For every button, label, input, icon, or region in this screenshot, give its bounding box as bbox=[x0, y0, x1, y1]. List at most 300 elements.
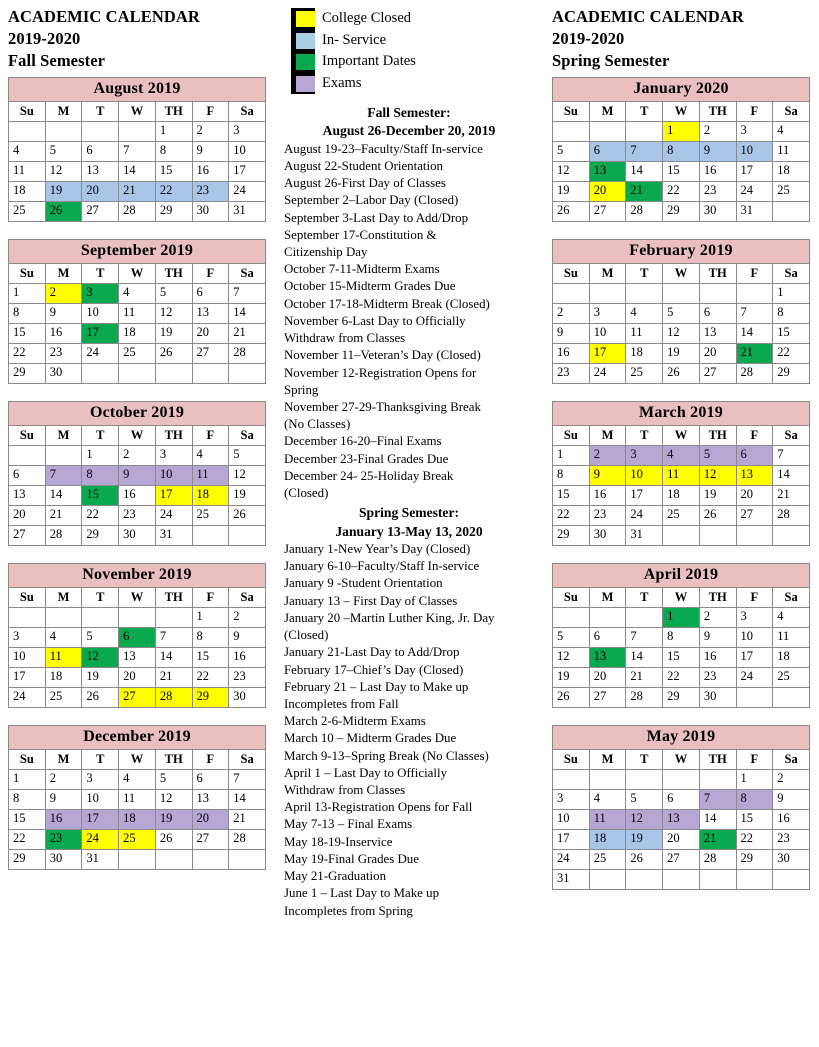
day-cell[interactable]: 11 bbox=[663, 466, 700, 486]
day-cell[interactable]: 3 bbox=[553, 790, 590, 810]
day-cell[interactable]: 2 bbox=[773, 770, 810, 790]
day-cell[interactable]: 12 bbox=[553, 648, 590, 668]
day-cell[interactable]: 7 bbox=[626, 142, 663, 162]
day-cell[interactable]: 9 bbox=[699, 628, 736, 648]
day-cell[interactable]: 5 bbox=[626, 790, 663, 810]
day-cell[interactable]: 2 bbox=[119, 446, 156, 466]
day-cell[interactable]: 20 bbox=[192, 810, 229, 830]
day-cell[interactable]: 14 bbox=[626, 162, 663, 182]
day-cell[interactable]: 22 bbox=[155, 182, 192, 202]
day-cell[interactable]: 21 bbox=[119, 182, 156, 202]
day-cell[interactable]: 12 bbox=[155, 304, 192, 324]
day-cell[interactable]: 25 bbox=[663, 506, 700, 526]
day-cell[interactable]: 10 bbox=[155, 466, 192, 486]
day-cell[interactable]: 28 bbox=[45, 526, 82, 546]
day-cell[interactable]: 17 bbox=[736, 648, 773, 668]
day-cell[interactable]: 7 bbox=[229, 770, 266, 790]
day-cell[interactable]: 26 bbox=[663, 364, 700, 384]
day-cell[interactable]: 13 bbox=[589, 648, 626, 668]
day-cell[interactable]: 20 bbox=[663, 830, 700, 850]
day-cell[interactable]: 15 bbox=[553, 486, 590, 506]
day-cell[interactable]: 5 bbox=[45, 142, 82, 162]
day-cell[interactable]: 8 bbox=[736, 790, 773, 810]
day-cell[interactable]: 1 bbox=[9, 770, 46, 790]
day-cell[interactable]: 1 bbox=[663, 608, 700, 628]
day-cell[interactable]: 3 bbox=[736, 122, 773, 142]
day-cell[interactable]: 9 bbox=[553, 324, 590, 344]
day-cell[interactable]: 2 bbox=[589, 446, 626, 466]
day-cell[interactable]: 22 bbox=[553, 506, 590, 526]
day-cell[interactable]: 10 bbox=[82, 790, 119, 810]
day-cell[interactable]: 28 bbox=[155, 688, 192, 708]
day-cell[interactable]: 5 bbox=[699, 446, 736, 466]
day-cell[interactable]: 2 bbox=[699, 122, 736, 142]
day-cell[interactable]: 6 bbox=[589, 142, 626, 162]
day-cell[interactable]: 29 bbox=[663, 688, 700, 708]
day-cell[interactable]: 1 bbox=[553, 446, 590, 466]
day-cell[interactable]: 28 bbox=[119, 202, 156, 222]
day-cell[interactable]: 16 bbox=[589, 486, 626, 506]
day-cell[interactable]: 13 bbox=[736, 466, 773, 486]
day-cell[interactable]: 5 bbox=[155, 284, 192, 304]
day-cell[interactable]: 23 bbox=[553, 364, 590, 384]
day-cell[interactable]: 27 bbox=[663, 850, 700, 870]
day-cell[interactable]: 26 bbox=[553, 202, 590, 222]
day-cell[interactable]: 19 bbox=[553, 182, 590, 202]
day-cell[interactable]: 23 bbox=[699, 182, 736, 202]
day-cell[interactable]: 2 bbox=[45, 770, 82, 790]
day-cell[interactable]: 4 bbox=[663, 446, 700, 466]
day-cell[interactable]: 15 bbox=[155, 162, 192, 182]
day-cell[interactable]: 10 bbox=[229, 142, 266, 162]
day-cell[interactable]: 20 bbox=[736, 486, 773, 506]
day-cell[interactable]: 29 bbox=[82, 526, 119, 546]
day-cell[interactable]: 28 bbox=[626, 688, 663, 708]
day-cell[interactable]: 15 bbox=[736, 810, 773, 830]
day-cell[interactable]: 19 bbox=[553, 668, 590, 688]
day-cell[interactable]: 31 bbox=[626, 526, 663, 546]
day-cell[interactable]: 24 bbox=[82, 830, 119, 850]
day-cell[interactable]: 16 bbox=[773, 810, 810, 830]
day-cell[interactable]: 14 bbox=[229, 304, 266, 324]
day-cell[interactable]: 23 bbox=[773, 830, 810, 850]
day-cell[interactable]: 12 bbox=[229, 466, 266, 486]
day-cell[interactable]: 12 bbox=[553, 162, 590, 182]
day-cell[interactable]: 21 bbox=[626, 182, 663, 202]
day-cell[interactable]: 20 bbox=[9, 506, 46, 526]
day-cell[interactable]: 19 bbox=[45, 182, 82, 202]
day-cell[interactable]: 26 bbox=[45, 202, 82, 222]
day-cell[interactable]: 9 bbox=[773, 790, 810, 810]
day-cell[interactable]: 6 bbox=[736, 446, 773, 466]
day-cell[interactable]: 6 bbox=[82, 142, 119, 162]
day-cell[interactable]: 9 bbox=[699, 142, 736, 162]
day-cell[interactable]: 16 bbox=[553, 344, 590, 364]
day-cell[interactable]: 13 bbox=[663, 810, 700, 830]
day-cell[interactable]: 7 bbox=[45, 466, 82, 486]
day-cell[interactable]: 30 bbox=[45, 364, 82, 384]
day-cell[interactable]: 9 bbox=[192, 142, 229, 162]
day-cell[interactable]: 12 bbox=[45, 162, 82, 182]
day-cell[interactable]: 19 bbox=[626, 830, 663, 850]
day-cell[interactable]: 30 bbox=[192, 202, 229, 222]
day-cell[interactable]: 22 bbox=[663, 182, 700, 202]
day-cell[interactable]: 5 bbox=[553, 628, 590, 648]
day-cell[interactable]: 20 bbox=[119, 668, 156, 688]
day-cell[interactable]: 15 bbox=[773, 324, 810, 344]
day-cell[interactable]: 11 bbox=[192, 466, 229, 486]
day-cell[interactable]: 6 bbox=[119, 628, 156, 648]
day-cell[interactable]: 3 bbox=[155, 446, 192, 466]
day-cell[interactable]: 23 bbox=[699, 668, 736, 688]
day-cell[interactable]: 5 bbox=[155, 770, 192, 790]
day-cell[interactable]: 3 bbox=[229, 122, 266, 142]
day-cell[interactable]: 18 bbox=[589, 830, 626, 850]
day-cell[interactable]: 7 bbox=[699, 790, 736, 810]
day-cell[interactable]: 29 bbox=[736, 850, 773, 870]
day-cell[interactable]: 7 bbox=[626, 628, 663, 648]
day-cell[interactable]: 10 bbox=[589, 324, 626, 344]
day-cell[interactable]: 10 bbox=[9, 648, 46, 668]
day-cell[interactable]: 24 bbox=[82, 344, 119, 364]
day-cell[interactable]: 30 bbox=[229, 688, 266, 708]
day-cell[interactable]: 23 bbox=[45, 830, 82, 850]
day-cell[interactable]: 29 bbox=[9, 364, 46, 384]
day-cell[interactable]: 12 bbox=[699, 466, 736, 486]
day-cell[interactable]: 8 bbox=[9, 304, 46, 324]
day-cell[interactable]: 30 bbox=[119, 526, 156, 546]
day-cell[interactable]: 14 bbox=[229, 790, 266, 810]
day-cell[interactable]: 18 bbox=[119, 324, 156, 344]
day-cell[interactable]: 25 bbox=[626, 364, 663, 384]
day-cell[interactable]: 19 bbox=[155, 810, 192, 830]
day-cell[interactable]: 27 bbox=[589, 202, 626, 222]
day-cell[interactable]: 18 bbox=[626, 344, 663, 364]
day-cell[interactable]: 22 bbox=[773, 344, 810, 364]
day-cell[interactable]: 24 bbox=[553, 850, 590, 870]
day-cell[interactable]: 8 bbox=[663, 142, 700, 162]
day-cell[interactable]: 13 bbox=[9, 486, 46, 506]
day-cell[interactable]: 25 bbox=[119, 344, 156, 364]
day-cell[interactable]: 16 bbox=[45, 810, 82, 830]
day-cell[interactable]: 23 bbox=[192, 182, 229, 202]
day-cell[interactable]: 3 bbox=[736, 608, 773, 628]
day-cell[interactable]: 3 bbox=[82, 770, 119, 790]
day-cell[interactable]: 24 bbox=[736, 668, 773, 688]
day-cell[interactable]: 20 bbox=[192, 324, 229, 344]
day-cell[interactable]: 27 bbox=[119, 688, 156, 708]
day-cell[interactable]: 20 bbox=[589, 668, 626, 688]
day-cell[interactable]: 15 bbox=[192, 648, 229, 668]
day-cell[interactable]: 25 bbox=[589, 850, 626, 870]
day-cell[interactable]: 25 bbox=[192, 506, 229, 526]
day-cell[interactable]: 21 bbox=[229, 810, 266, 830]
day-cell[interactable]: 15 bbox=[9, 810, 46, 830]
day-cell[interactable]: 29 bbox=[773, 364, 810, 384]
day-cell[interactable]: 6 bbox=[589, 628, 626, 648]
day-cell[interactable]: 23 bbox=[45, 344, 82, 364]
day-cell[interactable]: 29 bbox=[155, 202, 192, 222]
day-cell[interactable]: 19 bbox=[229, 486, 266, 506]
day-cell[interactable]: 13 bbox=[192, 304, 229, 324]
day-cell[interactable]: 18 bbox=[192, 486, 229, 506]
day-cell[interactable]: 2 bbox=[192, 122, 229, 142]
day-cell[interactable]: 7 bbox=[773, 446, 810, 466]
day-cell[interactable]: 17 bbox=[553, 830, 590, 850]
day-cell[interactable]: 13 bbox=[119, 648, 156, 668]
day-cell[interactable]: 19 bbox=[663, 344, 700, 364]
day-cell[interactable]: 1 bbox=[773, 284, 810, 304]
day-cell[interactable]: 13 bbox=[699, 324, 736, 344]
day-cell[interactable]: 28 bbox=[736, 364, 773, 384]
day-cell[interactable]: 12 bbox=[155, 790, 192, 810]
day-cell[interactable]: 8 bbox=[82, 466, 119, 486]
day-cell[interactable]: 19 bbox=[155, 324, 192, 344]
day-cell[interactable]: 21 bbox=[736, 344, 773, 364]
day-cell[interactable]: 11 bbox=[626, 324, 663, 344]
day-cell[interactable]: 27 bbox=[192, 830, 229, 850]
day-cell[interactable]: 1 bbox=[736, 770, 773, 790]
day-cell[interactable]: 7 bbox=[229, 284, 266, 304]
day-cell[interactable]: 21 bbox=[626, 668, 663, 688]
day-cell[interactable]: 22 bbox=[9, 344, 46, 364]
day-cell[interactable]: 8 bbox=[663, 628, 700, 648]
day-cell[interactable]: 12 bbox=[626, 810, 663, 830]
day-cell[interactable]: 26 bbox=[155, 344, 192, 364]
day-cell[interactable]: 18 bbox=[45, 668, 82, 688]
day-cell[interactable]: 31 bbox=[736, 202, 773, 222]
day-cell[interactable]: 11 bbox=[119, 304, 156, 324]
day-cell[interactable]: 10 bbox=[736, 142, 773, 162]
day-cell[interactable]: 19 bbox=[82, 668, 119, 688]
day-cell[interactable]: 14 bbox=[773, 466, 810, 486]
day-cell[interactable]: 24 bbox=[229, 182, 266, 202]
day-cell[interactable]: 15 bbox=[82, 486, 119, 506]
day-cell[interactable]: 14 bbox=[155, 648, 192, 668]
day-cell[interactable]: 13 bbox=[192, 790, 229, 810]
day-cell[interactable]: 18 bbox=[119, 810, 156, 830]
day-cell[interactable]: 26 bbox=[626, 850, 663, 870]
day-cell[interactable]: 6 bbox=[663, 790, 700, 810]
day-cell[interactable]: 11 bbox=[45, 648, 82, 668]
day-cell[interactable]: 17 bbox=[155, 486, 192, 506]
day-cell[interactable]: 24 bbox=[155, 506, 192, 526]
day-cell[interactable]: 16 bbox=[699, 162, 736, 182]
day-cell[interactable]: 21 bbox=[773, 486, 810, 506]
day-cell[interactable]: 31 bbox=[229, 202, 266, 222]
day-cell[interactable]: 10 bbox=[626, 466, 663, 486]
day-cell[interactable]: 15 bbox=[9, 324, 46, 344]
day-cell[interactable]: 1 bbox=[192, 608, 229, 628]
day-cell[interactable]: 16 bbox=[699, 648, 736, 668]
day-cell[interactable]: 22 bbox=[663, 668, 700, 688]
day-cell[interactable]: 28 bbox=[229, 830, 266, 850]
day-cell[interactable]: 22 bbox=[82, 506, 119, 526]
day-cell[interactable]: 8 bbox=[773, 304, 810, 324]
day-cell[interactable]: 16 bbox=[229, 648, 266, 668]
day-cell[interactable]: 2 bbox=[229, 608, 266, 628]
day-cell[interactable]: 28 bbox=[699, 850, 736, 870]
day-cell[interactable]: 31 bbox=[553, 870, 590, 890]
day-cell[interactable]: 30 bbox=[699, 688, 736, 708]
day-cell[interactable]: 27 bbox=[82, 202, 119, 222]
day-cell[interactable]: 25 bbox=[773, 668, 810, 688]
day-cell[interactable]: 20 bbox=[82, 182, 119, 202]
day-cell[interactable]: 27 bbox=[192, 344, 229, 364]
day-cell[interactable]: 17 bbox=[736, 162, 773, 182]
day-cell[interactable]: 17 bbox=[626, 486, 663, 506]
day-cell[interactable]: 10 bbox=[82, 304, 119, 324]
day-cell[interactable]: 3 bbox=[82, 284, 119, 304]
day-cell[interactable]: 27 bbox=[9, 526, 46, 546]
day-cell[interactable]: 5 bbox=[82, 628, 119, 648]
day-cell[interactable]: 4 bbox=[119, 770, 156, 790]
day-cell[interactable]: 18 bbox=[9, 182, 46, 202]
day-cell[interactable]: 31 bbox=[82, 850, 119, 870]
day-cell[interactable]: 12 bbox=[663, 324, 700, 344]
day-cell[interactable]: 21 bbox=[229, 324, 266, 344]
day-cell[interactable]: 22 bbox=[9, 830, 46, 850]
day-cell[interactable]: 25 bbox=[119, 830, 156, 850]
day-cell[interactable]: 16 bbox=[45, 324, 82, 344]
day-cell[interactable]: 5 bbox=[229, 446, 266, 466]
day-cell[interactable]: 29 bbox=[9, 850, 46, 870]
day-cell[interactable]: 1 bbox=[9, 284, 46, 304]
day-cell[interactable]: 11 bbox=[119, 790, 156, 810]
day-cell[interactable]: 8 bbox=[9, 790, 46, 810]
day-cell[interactable]: 6 bbox=[9, 466, 46, 486]
day-cell[interactable]: 30 bbox=[589, 526, 626, 546]
day-cell[interactable]: 18 bbox=[663, 486, 700, 506]
day-cell[interactable]: 23 bbox=[589, 506, 626, 526]
day-cell[interactable]: 24 bbox=[736, 182, 773, 202]
day-cell[interactable]: 8 bbox=[192, 628, 229, 648]
day-cell[interactable]: 23 bbox=[119, 506, 156, 526]
day-cell[interactable]: 17 bbox=[82, 810, 119, 830]
day-cell[interactable]: 18 bbox=[773, 162, 810, 182]
day-cell[interactable]: 26 bbox=[699, 506, 736, 526]
day-cell[interactable]: 25 bbox=[9, 202, 46, 222]
day-cell[interactable]: 2 bbox=[553, 304, 590, 324]
day-cell[interactable]: 4 bbox=[119, 284, 156, 304]
day-cell[interactable]: 22 bbox=[192, 668, 229, 688]
day-cell[interactable]: 4 bbox=[9, 142, 46, 162]
day-cell[interactable]: 3 bbox=[589, 304, 626, 324]
day-cell[interactable]: 6 bbox=[192, 770, 229, 790]
day-cell[interactable]: 6 bbox=[192, 284, 229, 304]
day-cell[interactable]: 2 bbox=[699, 608, 736, 628]
day-cell[interactable]: 8 bbox=[155, 142, 192, 162]
day-cell[interactable]: 12 bbox=[82, 648, 119, 668]
day-cell[interactable]: 14 bbox=[45, 486, 82, 506]
day-cell[interactable]: 26 bbox=[155, 830, 192, 850]
day-cell[interactable]: 28 bbox=[229, 344, 266, 364]
day-cell[interactable]: 29 bbox=[192, 688, 229, 708]
day-cell[interactable]: 9 bbox=[119, 466, 156, 486]
day-cell[interactable]: 29 bbox=[663, 202, 700, 222]
day-cell[interactable]: 14 bbox=[699, 810, 736, 830]
day-cell[interactable]: 26 bbox=[553, 688, 590, 708]
day-cell[interactable]: 9 bbox=[45, 790, 82, 810]
day-cell[interactable]: 31 bbox=[155, 526, 192, 546]
day-cell[interactable]: 23 bbox=[229, 668, 266, 688]
day-cell[interactable]: 13 bbox=[589, 162, 626, 182]
day-cell[interactable]: 8 bbox=[553, 466, 590, 486]
day-cell[interactable]: 27 bbox=[699, 364, 736, 384]
day-cell[interactable]: 11 bbox=[773, 142, 810, 162]
day-cell[interactable]: 3 bbox=[626, 446, 663, 466]
day-cell[interactable]: 16 bbox=[192, 162, 229, 182]
day-cell[interactable]: 14 bbox=[626, 648, 663, 668]
day-cell[interactable]: 30 bbox=[45, 850, 82, 870]
day-cell[interactable]: 28 bbox=[626, 202, 663, 222]
day-cell[interactable]: 4 bbox=[626, 304, 663, 324]
day-cell[interactable]: 15 bbox=[663, 162, 700, 182]
day-cell[interactable]: 14 bbox=[736, 324, 773, 344]
day-cell[interactable]: 27 bbox=[736, 506, 773, 526]
day-cell[interactable]: 10 bbox=[736, 628, 773, 648]
day-cell[interactable]: 24 bbox=[626, 506, 663, 526]
day-cell[interactable]: 26 bbox=[82, 688, 119, 708]
day-cell[interactable]: 4 bbox=[192, 446, 229, 466]
day-cell[interactable]: 21 bbox=[155, 668, 192, 688]
day-cell[interactable]: 25 bbox=[45, 688, 82, 708]
day-cell[interactable]: 17 bbox=[9, 668, 46, 688]
day-cell[interactable]: 24 bbox=[589, 364, 626, 384]
day-cell[interactable]: 25 bbox=[773, 182, 810, 202]
day-cell[interactable]: 20 bbox=[699, 344, 736, 364]
day-cell[interactable]: 4 bbox=[773, 608, 810, 628]
day-cell[interactable]: 29 bbox=[553, 526, 590, 546]
day-cell[interactable]: 24 bbox=[9, 688, 46, 708]
day-cell[interactable]: 9 bbox=[589, 466, 626, 486]
day-cell[interactable]: 28 bbox=[773, 506, 810, 526]
day-cell[interactable]: 3 bbox=[9, 628, 46, 648]
day-cell[interactable]: 9 bbox=[45, 304, 82, 324]
day-cell[interactable]: 20 bbox=[589, 182, 626, 202]
day-cell[interactable]: 27 bbox=[589, 688, 626, 708]
day-cell[interactable]: 21 bbox=[699, 830, 736, 850]
day-cell[interactable]: 30 bbox=[773, 850, 810, 870]
day-cell[interactable]: 30 bbox=[699, 202, 736, 222]
day-cell[interactable]: 1 bbox=[155, 122, 192, 142]
day-cell[interactable]: 9 bbox=[229, 628, 266, 648]
day-cell[interactable]: 10 bbox=[553, 810, 590, 830]
day-cell[interactable]: 17 bbox=[82, 324, 119, 344]
day-cell[interactable]: 11 bbox=[773, 628, 810, 648]
day-cell[interactable]: 21 bbox=[45, 506, 82, 526]
day-cell[interactable]: 17 bbox=[589, 344, 626, 364]
day-cell[interactable]: 15 bbox=[663, 648, 700, 668]
day-cell[interactable]: 7 bbox=[736, 304, 773, 324]
day-cell[interactable]: 5 bbox=[663, 304, 700, 324]
day-cell[interactable]: 1 bbox=[82, 446, 119, 466]
day-cell[interactable]: 18 bbox=[773, 648, 810, 668]
day-cell[interactable]: 14 bbox=[119, 162, 156, 182]
day-cell[interactable]: 11 bbox=[589, 810, 626, 830]
day-cell[interactable]: 16 bbox=[119, 486, 156, 506]
day-cell[interactable]: 13 bbox=[82, 162, 119, 182]
day-cell[interactable]: 22 bbox=[736, 830, 773, 850]
day-cell[interactable]: 6 bbox=[699, 304, 736, 324]
day-cell[interactable]: 2 bbox=[45, 284, 82, 304]
day-cell[interactable]: 17 bbox=[229, 162, 266, 182]
day-cell[interactable]: 7 bbox=[119, 142, 156, 162]
day-cell[interactable]: 4 bbox=[589, 790, 626, 810]
day-cell[interactable]: 7 bbox=[155, 628, 192, 648]
day-cell[interactable]: 4 bbox=[45, 628, 82, 648]
day-cell[interactable]: 1 bbox=[663, 122, 700, 142]
